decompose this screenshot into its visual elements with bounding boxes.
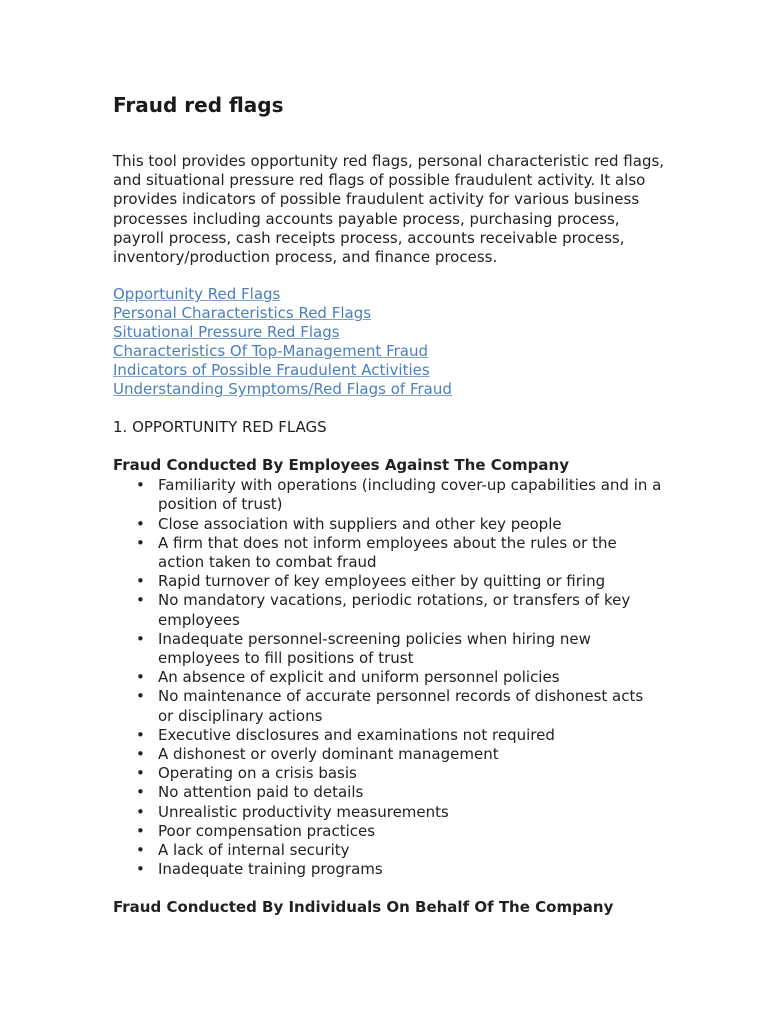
list-item-text: An absence of explicit and uniform personnel policies <box>158 668 560 687</box>
bullet-icon: • <box>136 514 145 533</box>
list-item-text: Executive disclosures and examinations not required <box>158 725 555 744</box>
list-item <box>136 802 668 822</box>
list-item <box>136 514 668 534</box>
bullet-icon: • <box>136 783 145 802</box>
list-item-text: No maintenance of accurate personnel records of dishonest acts or disciplinary actions <box>158 687 644 725</box>
toc-item <box>113 380 668 399</box>
list-item-text: Inadequate personnel-screening policies when hiring new employees to fill positions of trust <box>158 629 591 668</box>
list-item <box>136 725 668 745</box>
bullet-icon: • <box>136 629 145 648</box>
list-item <box>136 572 668 591</box>
list-item <box>136 629 668 668</box>
bullet-icon: • <box>136 687 145 706</box>
list-item-text: No attention paid to details <box>158 783 364 802</box>
toc-link-top-management-fraud[interactable]: Characteristics Of Top-Management Fraud <box>113 342 428 361</box>
list-item <box>136 476 668 514</box>
list-item <box>136 668 668 687</box>
toc-item <box>113 304 668 323</box>
bullet-icon: • <box>136 860 145 879</box>
toc-item <box>113 361 668 380</box>
page-title: Fraud red flags <box>113 93 284 117</box>
list-item <box>136 764 668 783</box>
list-item-text: No mandatory vacations, periodic rotations, or transfers of key employees <box>158 591 631 629</box>
list-item <box>136 591 668 629</box>
table-of-contents <box>113 285 668 399</box>
list-item-text: A dishonest or overly dominant management <box>158 745 499 764</box>
list-item <box>136 783 668 802</box>
subsection-heading-employees-against-company: Fraud Conducted By Employees Against The Company <box>113 456 569 475</box>
list-item-text: Inadequate training programs <box>158 860 383 879</box>
list-item-text: Unrealistic productivity measurements <box>158 802 449 821</box>
bullet-icon: • <box>136 572 145 591</box>
intro-paragraph: This tool provides opportunity red flags, personal characteristic red flags, and situational pressure red flags of possible fraudulent activity. It also provides indicators of possible fraudulent activity for various business processes including accounts payable process, purchasing process, payroll process, cash receipts process, accounts receivable process, inventory/production process, and finance process. <box>113 152 665 267</box>
bullet-icon: • <box>136 802 145 821</box>
bullet-icon: • <box>136 668 145 687</box>
bullet-icon: • <box>136 725 145 744</box>
list-item <box>136 821 668 841</box>
bullet-icon: • <box>136 841 145 860</box>
toc-item <box>113 285 668 304</box>
toc-item <box>113 323 668 342</box>
list-item-text: A lack of internal security <box>158 841 350 860</box>
list-item <box>136 533 668 572</box>
list-item <box>136 860 668 879</box>
list-item-text: Operating on a crisis basis <box>158 764 357 783</box>
toc-link-personal-characteristics-red-flags[interactable]: Personal Characteristics Red Flags <box>113 304 372 323</box>
bullet-icon: • <box>136 476 145 495</box>
list-item-text: Familiarity with operations (including cover-up capabilities and in a position of trust) <box>158 476 662 514</box>
list-item <box>136 745 668 764</box>
toc-link-understanding-symptoms[interactable]: Understanding Symptoms/Red Flags of Fraud <box>113 380 452 399</box>
toc-link-indicators-fraudulent-activities[interactable]: Indicators of Possible Fraudulent Activities <box>113 361 430 380</box>
subsection-heading-individuals-on-behalf: Fraud Conducted By Individuals On Behalf Of The Company <box>113 898 614 917</box>
bullet-icon: • <box>136 821 145 840</box>
list-item <box>136 687 668 725</box>
bullet-icon: • <box>136 745 145 764</box>
toc-item <box>113 342 668 361</box>
red-flag-list <box>113 476 668 879</box>
toc-link-situational-pressure-red-flags[interactable]: Situational Pressure Red Flags <box>113 323 340 342</box>
bullet-icon: • <box>136 764 145 783</box>
list-item-text: Poor compensation practices <box>158 821 376 840</box>
list-item-text: A firm that does not inform employees about the rules or the action taken to combat fraud <box>158 533 617 572</box>
bullet-icon: • <box>136 533 145 552</box>
toc-link-opportunity-red-flags[interactable]: Opportunity Red Flags <box>113 285 281 304</box>
bullet-icon: • <box>136 591 145 610</box>
list-item <box>136 841 668 860</box>
list-item-text: Close association with suppliers and other key people <box>158 514 562 533</box>
section-heading-opportunity-red-flags: 1. OPPORTUNITY RED FLAGS <box>113 418 327 437</box>
list-item-text: Rapid turnover of key employees either by quitting or firing <box>158 572 606 591</box>
